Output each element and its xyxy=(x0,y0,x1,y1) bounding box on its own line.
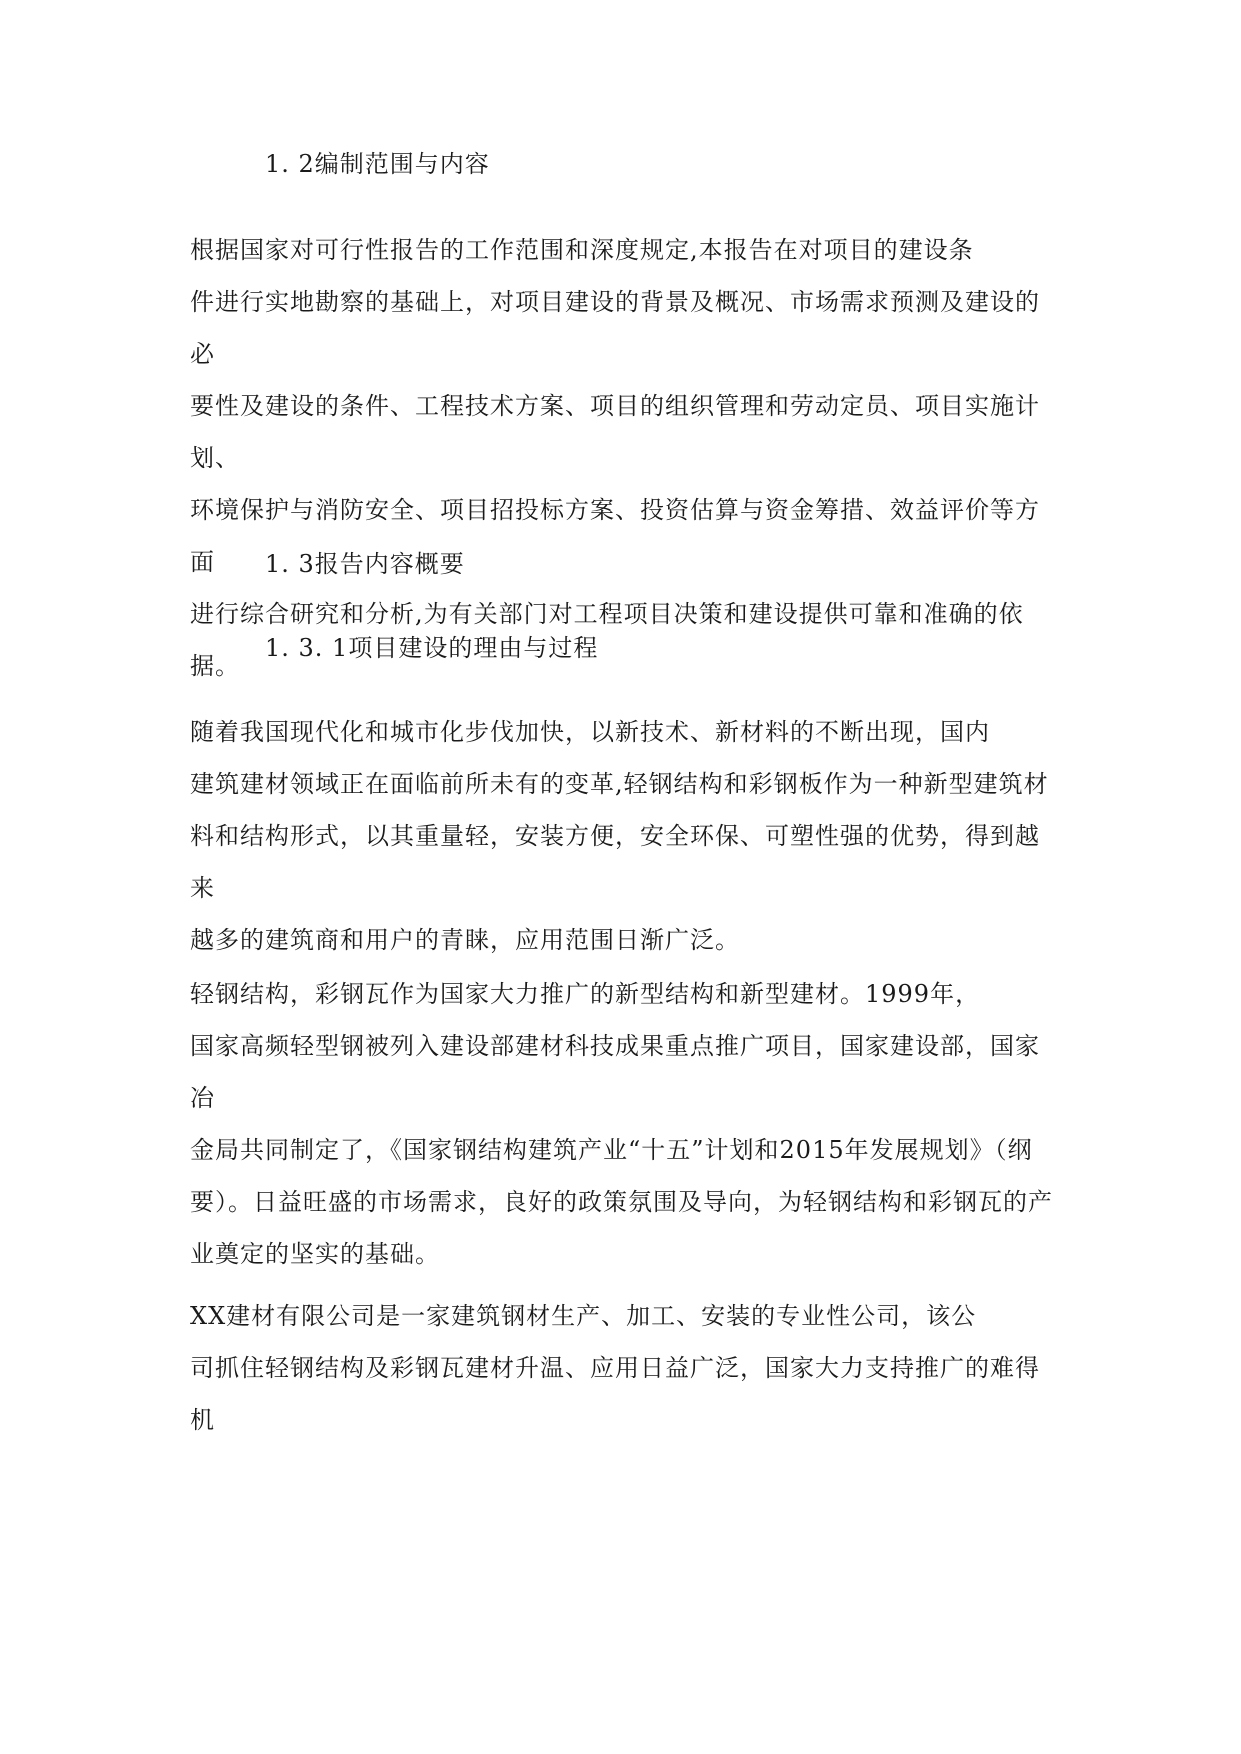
paragraph-line: 随着我国现代化和城市化步伐加快，以新技术、新材料的不断出现，国内 xyxy=(190,718,990,746)
heading-1-3-1: 1. 3. 1项目建设的理由与过程 xyxy=(265,634,599,662)
paragraph-line: 要性及建设的条件、工程技术方案、项目的组织管理和劳动定员、项目实施计划、 xyxy=(190,392,1040,472)
paragraph-line: 件进行实地勘察的基础上，对项目建设的背景及概况、市场需求预测及建设的必 xyxy=(190,288,1040,368)
heading-1-2: 1. 2编制范围与内容 xyxy=(265,150,490,178)
paragraph-line: 建筑建材领域正在面临前所未有的变革,轻钢结构和彩钢板作为一种新型建筑材 xyxy=(190,770,1049,798)
paragraph-line: 金局共同制定了，《国家钢结构建筑产业“十五”计划和2015年发展规划》（纲 xyxy=(190,1136,1033,1164)
paragraph-line: 根据国家对可行性报告的工作范围和深度规定,本报告在对项目的建设条 xyxy=(190,236,974,264)
paragraph-line: 进行综合研究和分析,为有关部门对工程项目决策和建设提供可靠和准确的依据。 xyxy=(190,600,1024,680)
paragraph-scope xyxy=(190,224,1060,692)
heading-1-3: 1. 3报告内容概要 xyxy=(265,550,465,578)
paragraph-policy xyxy=(190,968,1060,1280)
paragraph-line: 国家高频轻型钢被列入建设部建材科技成果重点推广项目，国家建设部，国家冶 xyxy=(190,1032,1040,1112)
paragraph-reason xyxy=(190,706,1060,966)
paragraph-line: 越多的建筑商和用户的青睐，应用范围日渐广泛。 xyxy=(190,926,740,954)
paragraph-line: 司抓住轻钢结构及彩钢瓦建材升温、应用日益广泛，国家大力支持推广的难得机 xyxy=(190,1354,1040,1434)
paragraph-company xyxy=(190,1290,1060,1446)
paragraph-line: 环境保护与消防安全、项目招投标方案、投资估算与资金筹措、效益评价等方面 xyxy=(190,496,1040,576)
paragraph-line: 业奠定的坚实的基础。 xyxy=(190,1240,440,1268)
paragraph-line: 料和结构形式，以其重量轻，安装方便，安全环保、可塑性强的优势，得到越来 xyxy=(190,822,1040,902)
paragraph-line: XX建材有限公司是一家建筑钢材生产、加工、安装的专业性公司，该公 xyxy=(190,1302,977,1330)
paragraph-line: 要）。日益旺盛的市场需求，良好的政策氛围及导向，为轻钢结构和彩钢瓦的产 xyxy=(190,1188,1053,1216)
paragraph-line: 轻钢结构，彩钢瓦作为国家大力推广的新型结构和新型建材。1999年， xyxy=(190,980,981,1008)
